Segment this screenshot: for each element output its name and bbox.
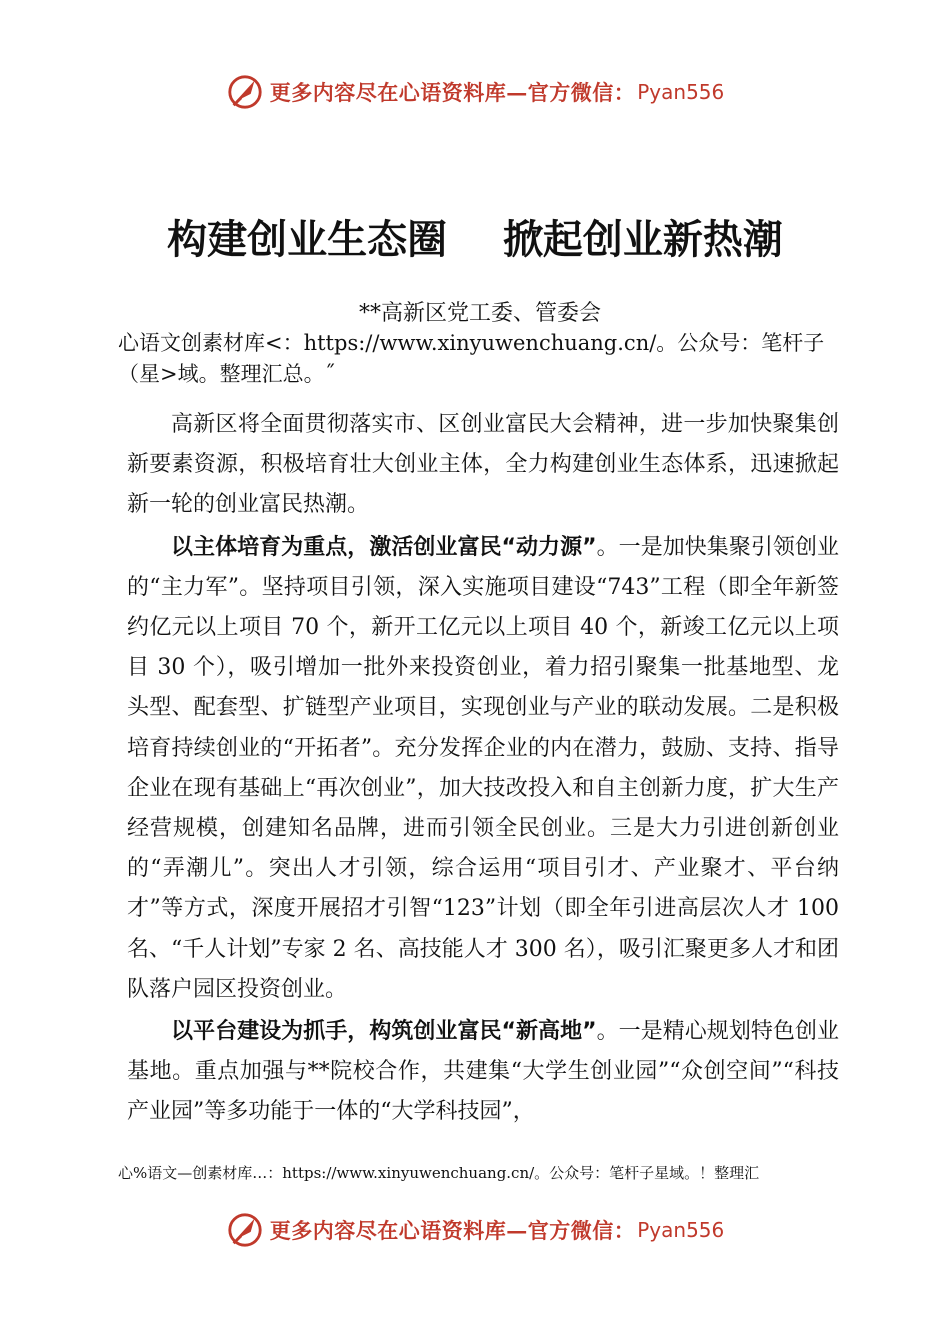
paragraph-text: 。一是加快集聚引领创业的“主力军”。坚持项目引领，深入实施项目建设“743”工程（即全年新签约亿元以上项目 70 个，新开工亿元以上项目 40 个，新竣工亿元以上项目 30 个），吸引增加一批外来投资创业，着力招引聚集一批基地型、龙头型、配套型、扩链型产业项目，实现创业与产业的联动发展。二是积极培育持续创业的“开拓者”。充分发挥企业的内在潜力，鼓励、支持、指导企业在现有基础上“再次创业”，加大技改投入和自主创新力度，扩大生产经营规模，创建知名品牌，进而引领全民创业。三是大力引进创新创业的“弄潮儿”。突出人才引领，综合运用“项目引才、产业聚才、平台纳才”等方式，深度开展招才引智“123”计划（即全年引进高层次人才 100 名、“千人计划”专家 2 名、高技能人才 300 名），吸引汇聚更多人才和团队落户园区投资创业。	[127, 534, 840, 1002]
footer-source-note: 心%语文—创素材库…：https://www.xinyuwenchuang.cn/。公众号：笔杆子星域。！整理汇	[118, 1164, 760, 1182]
quill-logo-icon	[226, 73, 264, 111]
paragraph-lead: 以平台建设为抓手，构筑创业富民“新高地”	[171, 1019, 597, 1045]
paragraph	[127, 1012, 839, 1133]
page-title: 构建创业生态圈 掀起创业新热潮	[167, 217, 783, 263]
banner-wechat-id: Pyan556	[637, 1218, 725, 1242]
banner-text: 更多内容尽在心语资料库—官方微信：	[269, 80, 636, 105]
banner-wechat-id: Pyan556	[637, 80, 725, 104]
paragraph-text: 。一是精心规划特色创业基地。重点加强与**院校合作，共建集“大学生创业园”“众创空间”“科技产业园”等多功能于一体的“大学科技园”，	[127, 1019, 839, 1125]
article-body	[127, 405, 839, 1135]
quill-logo-icon	[226, 1211, 264, 1249]
top-banner	[0, 70, 950, 114]
paragraph	[127, 405, 839, 526]
author-org: **高新区党工委、管委会	[358, 301, 601, 326]
paragraph-text: 高新区将全面贯彻落实市、区创业富民大会精神，进一步加快聚集创新要素资源，积极培育壮大创业主体，全力构建创业生态体系，迅速掀起新一轮的创业富民热潮。	[127, 412, 839, 518]
banner-text: 更多内容尽在心语资料库—官方微信：	[269, 1218, 636, 1243]
source-note: 心语文创素材库<：https://www.xinyuwenchuang.cn/。公众号：笔杆子（星>域。整理汇总。˝	[118, 331, 825, 386]
paragraph	[127, 528, 839, 1010]
bottom-banner	[0, 1208, 950, 1252]
paragraph-lead: 以主体培育为重点，激活创业富民“动力源”	[171, 534, 597, 560]
